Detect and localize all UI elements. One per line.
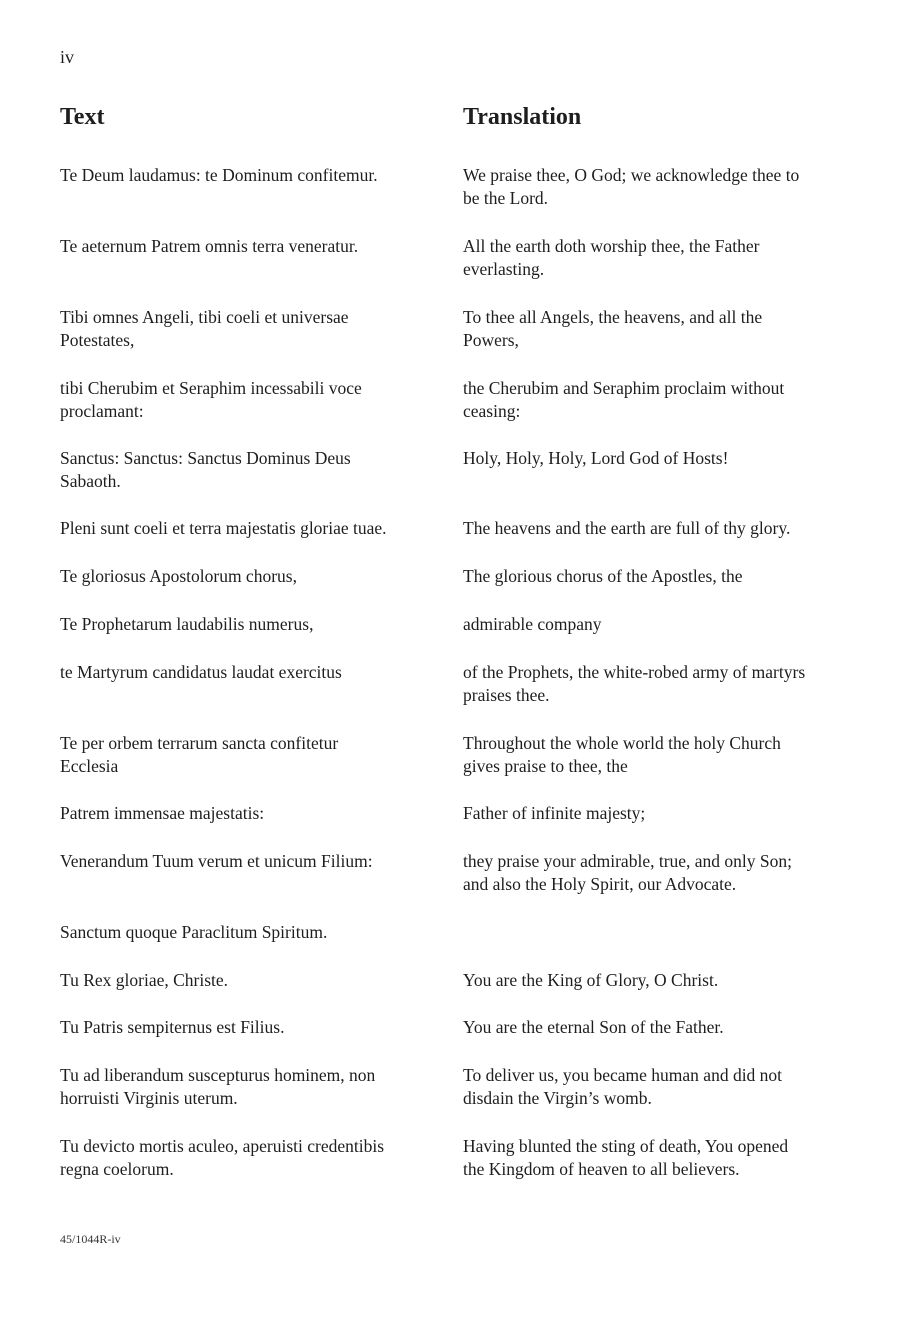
latin-line: Venerandum Tuum verum et unicum Filium: — [60, 851, 373, 871]
english-line: You are the King of Glory, O Christ. — [463, 970, 719, 990]
latin-line: Te gloriosus Apostolorum chorus, — [60, 566, 297, 586]
latin-line: Te aeternum Patrem omnis terra veneratur. — [60, 236, 359, 256]
english-line: of the Prophets, the white-robed army of martyrs praises thee. — [463, 662, 806, 705]
latin-line: Tu ad liberandum suscepturus hominem, non horruisti Virginis uterum. — [60, 1065, 376, 1108]
latin-line: Te per orbem terrarum sancta confitetur Ecclesia — [60, 733, 339, 776]
latin-line: Sanctum quoque Paraclitum Spiritum. — [60, 922, 328, 942]
translation-column-heading: Translation — [463, 104, 582, 130]
english-line: You are the eternal Son of the Father. — [463, 1017, 724, 1037]
english-line: Having blunted the sting of death, You opened the Kingdom of heaven to all believers. — [463, 1136, 789, 1179]
latin-line: Tu devicto mortis aculeo, aperuisti credentibis regna coelorum. — [60, 1136, 385, 1179]
english-line: The glorious chorus of the Apostles, the — [463, 566, 743, 586]
english-line: We praise thee, O God; we acknowledge thee to be the Lord. — [463, 165, 800, 208]
english-line: they praise your admirable, true, and only Son; and also the Holy Spirit, our Advocate. — [463, 851, 793, 894]
english-line: All the earth doth worship thee, the Father everlasting. — [463, 236, 760, 279]
latin-line: Sanctus: Sanctus: Sanctus Dominus Deus Sabaoth. — [60, 448, 351, 491]
latin-line: Tu Patris sempiternus est Filius. — [60, 1017, 285, 1037]
latin-line: Tibi omnes Angeli, tibi coeli et universae Potestates, — [60, 307, 349, 350]
page-number: iv — [60, 47, 75, 67]
english-line: To thee all Angels, the heavens, and all the Powers, — [463, 307, 763, 350]
english-line: Holy, Holy, Holy, Lord God of Hosts! — [463, 448, 729, 468]
latin-line: Te Deum laudamus: te Dominum confitemur. — [60, 165, 378, 185]
english-line: admirable company — [463, 614, 602, 634]
latin-line: Te Prophetarum laudabilis numerus, — [60, 614, 314, 634]
latin-line: tibi Cherubim et Seraphim incessabili voce proclamant: — [60, 378, 362, 421]
catalog-footer: 45/1044R-iv — [60, 1232, 121, 1246]
english-line: To deliver us, you became human and did not disdain the Virgin’s womb. — [463, 1065, 783, 1108]
english-line: Throughout the whole world the holy Church gives praise to thee, the — [463, 733, 781, 776]
english-line: the Cherubim and Seraphim proclaim without ceasing: — [463, 378, 785, 421]
text-column-heading: Text — [60, 104, 105, 130]
latin-line: te Martyrum candidatus laudat exercitus — [60, 662, 342, 682]
english-line: The heavens and the earth are full of thy glory. — [463, 518, 791, 538]
latin-line: Tu Rex gloriae, Christe. — [60, 970, 229, 990]
latin-line: Pleni sunt coeli et terra majestatis gloriae tuae. — [60, 518, 387, 538]
latin-line: Patrem immensae majestatis: — [60, 803, 265, 823]
english-line: Father of infinite majesty; — [463, 803, 646, 823]
